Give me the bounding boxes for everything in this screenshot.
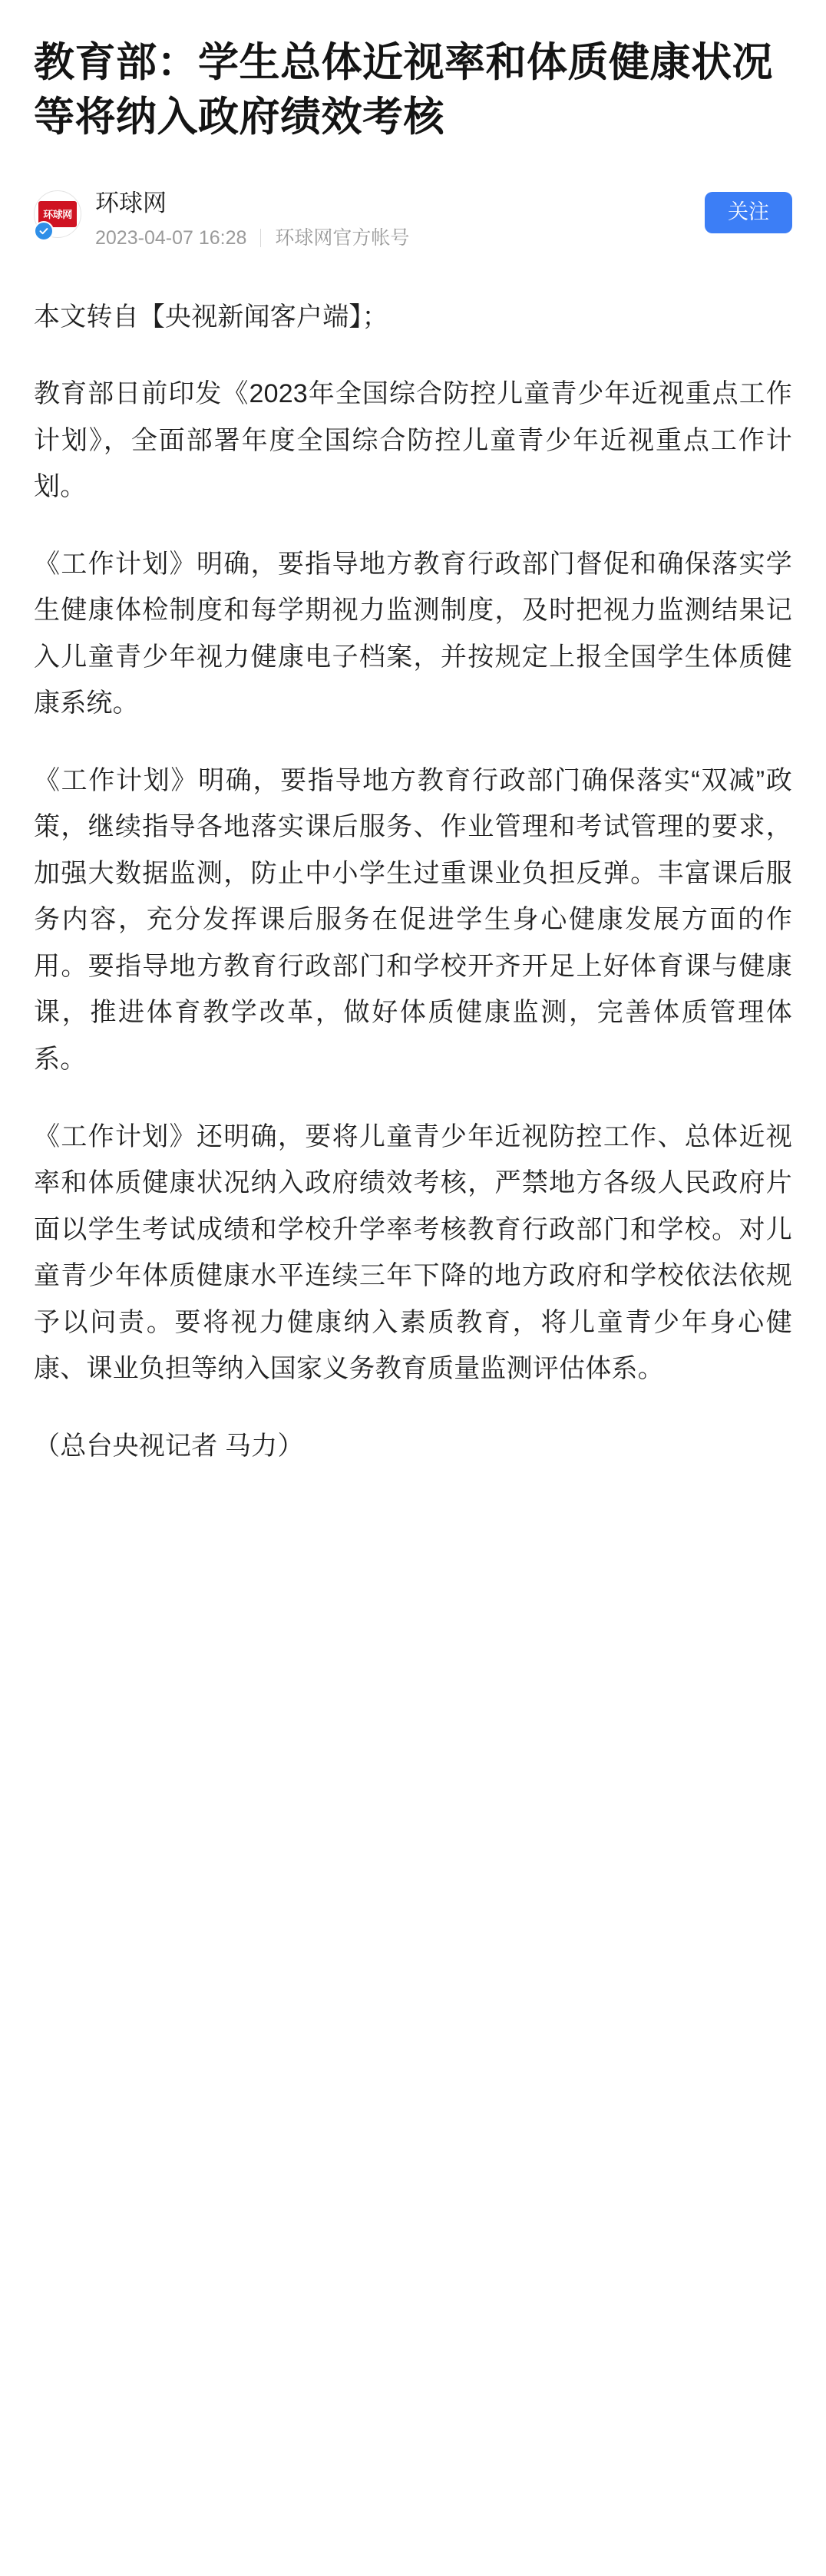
article-paragraph: 《工作计划》明确，要指导地方教育行政部门督促和确保落实学生健康体检制度和每学期视力监测制度，及时把视力监测结果记入儿童青少年视力健康电子档案，并按规定上报全国学生体质健康系统。 (34, 549, 792, 718)
source-text-group (95, 187, 409, 249)
account-type-label: 环球网官方帐号 (275, 226, 410, 249)
article-source-block (34, 187, 792, 249)
meta-divider (260, 229, 261, 247)
article-paragraph: （总台央视记者 马力） (34, 1431, 304, 1461)
article-meta (95, 226, 409, 249)
article-paragraph: 本文转自【央视新闻客户端】； (34, 302, 388, 332)
article-body (34, 294, 792, 1469)
source-name[interactable]: 环球网 (95, 190, 167, 217)
publish-timestamp: 2023-04-07 16:28 (95, 226, 247, 249)
verified-check-icon (34, 221, 54, 241)
page-title: 教育部：学生总体近视率和体质健康状况等将纳入政府绩效考核 (34, 40, 773, 140)
article-paragraph: 《工作计划》明确，要指导地方教育行政部门确保落实“双减”政策，继续指导各地落实课后服务、作业管理和考试管理的要求，加强大数据监测，防止中小学生过重课业负担反弹。丰富课后服务内容，充分发挥课后服务在促进学生身心健康发展方面的作用。要指导地方教育行政部门和学校开齐开足上好体育课与健康课，推进体育教学改革，做好体质健康监测，完善体质管理体系。 (34, 765, 792, 1074)
avatar[interactable] (34, 190, 81, 238)
article-paragraph: 教育部日前印发《2023年全国综合防控儿童青少年近视重点工作计划》，全面部署年度全国综合防控儿童青少年近视重点工作计划。 (34, 379, 792, 502)
article-paragraph: 《工作计划》还明确，要将儿童青少年近视防控工作、总体近视率和体质健康状况纳入政府绩效考核，严禁地方各级人民政府片面以学生考试成绩和学校升学率考核教育行政部门和学校。对儿童青少年体质健康水平连续三年下降的地方政府和学校依法依规予以问责。要将视力健康纳入素质教育，将儿童青少年身心健康、课业负担等纳入国家义务教育质量监测评估体系。 (34, 1121, 792, 1384)
avatar-label: 环球网 (38, 201, 77, 227)
follow-button[interactable]: 关注 (705, 192, 792, 233)
